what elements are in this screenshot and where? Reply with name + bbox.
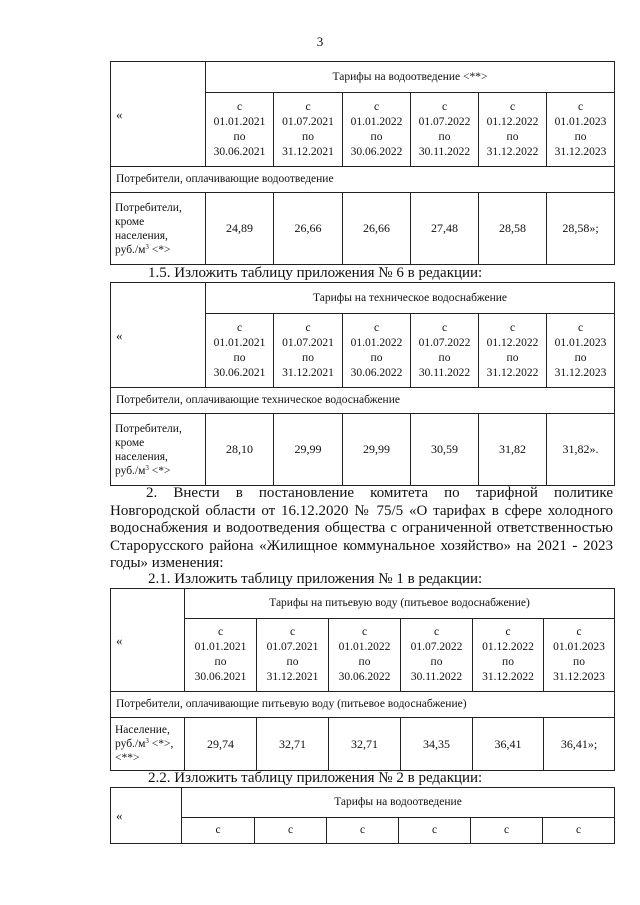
item-2-1: 2.1. Изложить таблицу приложения № 1 в редакции: (148, 571, 483, 587)
period-cell: с 01.01.2022 по 30.06.2022 (343, 93, 411, 167)
period-cell: с (327, 818, 399, 844)
period-cell: с 01.01.2021 по 30.06.2021 (206, 314, 274, 388)
tariff-value: 34,35 (401, 718, 473, 771)
page-number: 3 (316, 34, 324, 49)
row-label: Население, $руб./м^3$ <*>, <**> (111, 718, 185, 771)
table-header: Тарифы на техническое водоснабжение (206, 283, 615, 314)
tariff-value: 28,58»; (547, 193, 615, 265)
tariff-table-drinking-water (110, 588, 615, 771)
opening-quote: « (111, 283, 206, 388)
tariff-value: 36,41 (473, 718, 544, 771)
period-cell: с 01.07.2021 по 31.12.2021 (274, 93, 343, 167)
paragraph-line: Старорусского района «Жилищное коммунальное хозяйство» на 2021 - 2023 (110, 537, 613, 554)
period-cell: с 01.07.2022 по 30.11.2022 (411, 93, 479, 167)
period-cell: с 01.01.2021 по 30.06.2021 (185, 619, 257, 692)
consumer-group-row: Потребители, оплачивающие питьевую воду (питьевое водоснабжение) (111, 692, 615, 718)
period-cell: с 01.07.2022 по 30.11.2022 (411, 314, 479, 388)
period-cell: с 01.01.2023 по 31.12.2023 (547, 93, 615, 167)
period-cell: с 01.01.2021 по 30.06.2021 (206, 93, 274, 167)
table-header: Тарифы на водоотведение <**> (206, 62, 615, 93)
period-cell: с 01.07.2022 по 30.11.2022 (401, 619, 473, 692)
row-label: Потребители, кроме населения, $руб./м^3$ <*> (111, 414, 206, 486)
item-1-5: 1.5. Изложить таблицу приложения № 6 в редакции: (148, 265, 483, 281)
consumer-group-row: Потребители, оплачивающие техническое водоснабжение (111, 388, 615, 414)
table-header: Тарифы на водоотведение (182, 788, 615, 818)
opening-quote: « (111, 62, 206, 167)
paragraph-line: 2. Внести в постановление комитета по тарифной политике (146, 485, 613, 501)
tariff-value: 31,82 (479, 414, 547, 486)
tariff-table-wastewater (110, 61, 615, 265)
period-cell: с 01.07.2021 по 31.12.2021 (257, 619, 329, 692)
opening-quote: « (111, 788, 182, 844)
period-cell: с (471, 818, 543, 844)
tariff-value: 29,99 (343, 414, 411, 486)
tariff-value: 29,74 (185, 718, 257, 771)
tariff-value: 29,99 (274, 414, 343, 486)
period-cell: с 01.01.2023 по 31.12.2023 (547, 314, 615, 388)
period-cell: с (543, 818, 615, 844)
tariff-table-wastewater-2 (110, 787, 615, 844)
tariff-value: 26,66 (274, 193, 343, 265)
tariff-value: 27,48 (411, 193, 479, 265)
paragraph-line: Новгородской области от 16.12.2020 № 75/5 «О тарифах в сфере холодного (110, 502, 613, 519)
period-cell: с (255, 818, 327, 844)
period-cell: с 01.12.2022 по 31.12.2022 (479, 93, 547, 167)
tariff-value: 32,71 (257, 718, 329, 771)
tariff-value: 30,59 (411, 414, 479, 486)
tariff-value: 24,89 (206, 193, 274, 265)
period-cell: с 01.01.2022 по 30.06.2022 (329, 619, 401, 692)
tariff-value: 31,82». (547, 414, 615, 486)
period-cell: с 01.01.2022 по 30.06.2022 (343, 314, 411, 388)
paragraph-line: водоснабжения и водоотведения общества с ограниченной ответственностью (110, 520, 613, 536)
period-cell: с 01.12.2022 по 31.12.2022 (479, 314, 547, 388)
paragraph-2 (110, 485, 613, 573)
period-cell: с (399, 818, 471, 844)
period-cell: с 01.01.2023 по 31.12.2023 (544, 619, 615, 692)
paragraph-line: годы» изменения: (110, 555, 224, 571)
tariff-value: 26,66 (343, 193, 411, 265)
tariff-value: 28,58 (479, 193, 547, 265)
period-cell: с 01.12.2022 по 31.12.2022 (473, 619, 544, 692)
tariff-value: 28,10 (206, 414, 274, 486)
tariff-value: 36,41»; (544, 718, 615, 771)
row-label: Потребители, кроме населения, $руб./м^3$ <*> (111, 193, 206, 265)
tariff-value: 32,71 (329, 718, 401, 771)
opening-quote: « (111, 589, 185, 692)
period-cell: с (182, 818, 255, 844)
tariff-table-technical-water (110, 282, 615, 486)
period-cell: с 01.07.2021 по 31.12.2021 (274, 314, 343, 388)
consumer-group-row: Потребители, оплачивающие водоотведение (111, 167, 615, 193)
item-2-2: 2.2. Изложить таблицу приложения № 2 в редакции: (148, 770, 483, 786)
table-header: Тарифы на питьевую воду (питьевое водоснабжение) (185, 589, 615, 619)
